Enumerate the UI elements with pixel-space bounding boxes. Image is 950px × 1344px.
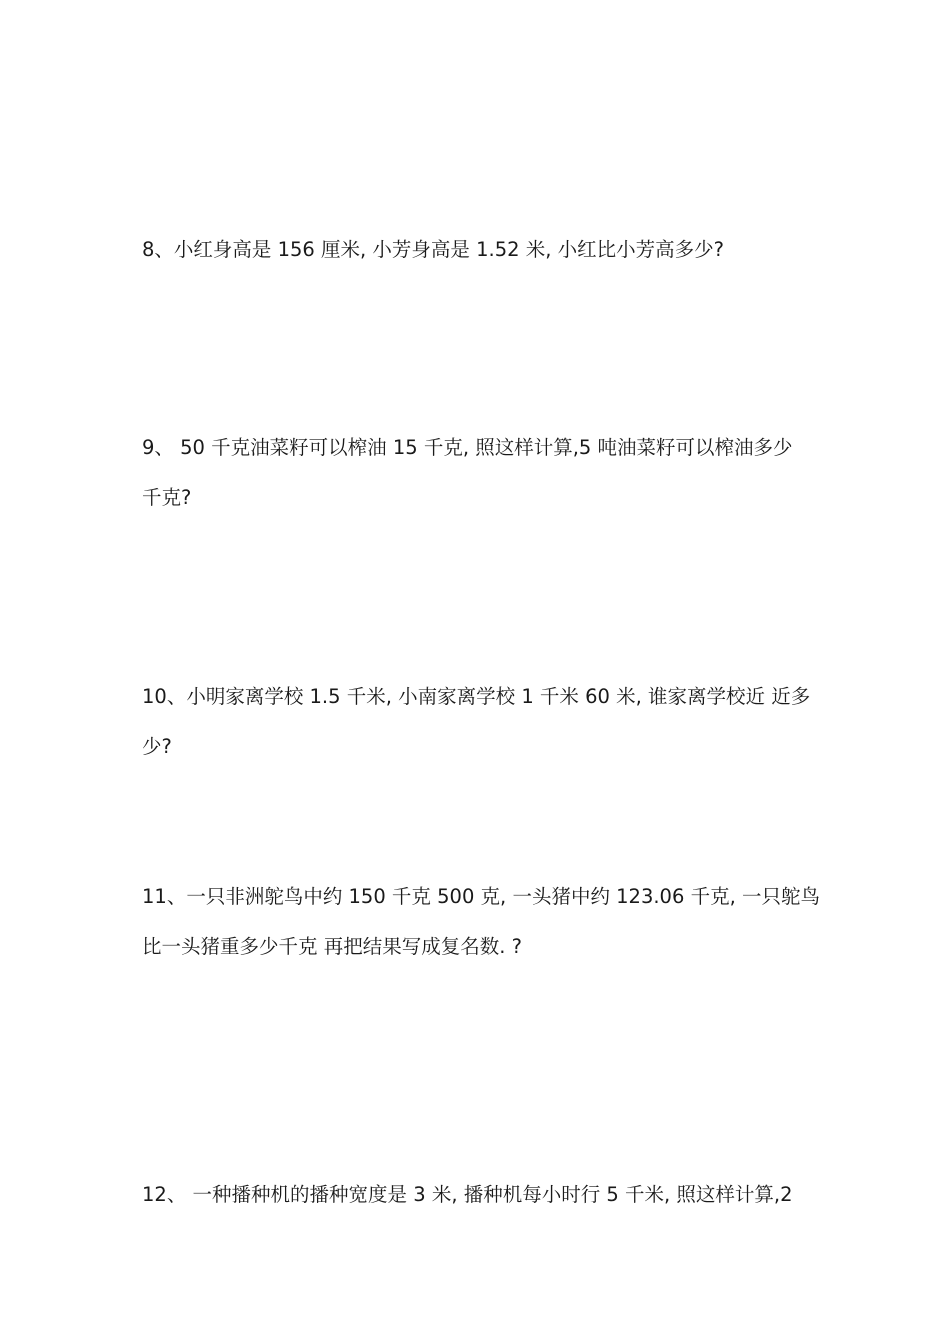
- question-12-line-1: 12、 一种播种机的播种宽度是 3 米, 播种机每小时行 5 千米, 照这样计算,2: [142, 1183, 793, 1206]
- question-9-line-2: 千克?: [142, 486, 192, 509]
- question-8: [142, 225, 862, 275]
- question-11-line-2: 比一头猪重多少千克 再把结果写成复名数. ?: [142, 935, 522, 958]
- question-10-line-1: 10、小明家离学校 1.5 千米, 小南家离学校 1 千米 60 米, 谁家离学校近 近多: [142, 685, 811, 708]
- question-9-line-1: 9、 50 千克油菜籽可以榨油 15 千克, 照这样计算,5 吨油菜籽可以榨油多少: [142, 436, 793, 459]
- question-9: [142, 423, 862, 523]
- question-11: [142, 872, 862, 972]
- question-12: [142, 1170, 862, 1220]
- question-10-line-2: 少?: [142, 735, 172, 758]
- question-8-line-1: 8、小红身高是 156 厘米, 小芳身高是 1.52 米, 小红比小芳高多少?: [142, 238, 724, 261]
- question-11-line-1: 11、一只非洲鸵鸟中约 150 千克 500 克, 一头猪中约 123.06 千克, 一只鸵鸟: [142, 885, 820, 908]
- question-10: [142, 672, 862, 772]
